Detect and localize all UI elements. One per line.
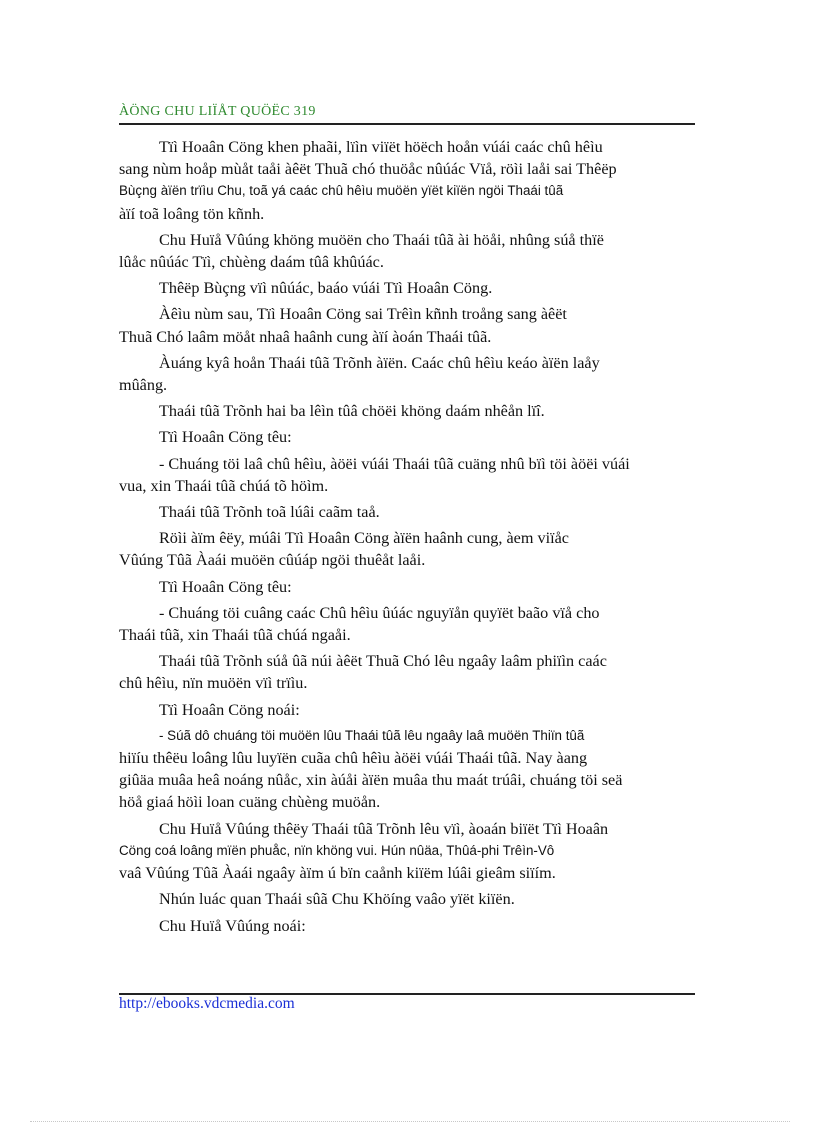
page-header: ÀÖNG CHU LIÏÅT QUÖËC 319 (119, 104, 316, 119)
text-line: Àêìu nùm sau, Tïì Hoaân Cöng sai Trêìn kñnh troång sang àêët (159, 305, 567, 324)
text-line: Thaái tûã, xin Thaái tûã chúá ngaåi. (119, 626, 351, 645)
text-line: Tïì Hoaân Cöng khen phaãi, lïìn viïët höëch hoån vúái caác chû hêìu (159, 138, 603, 156)
text-line: Cöng coá loâng mïën phuåc, nïn khöng vui. Hún nûäa, Thûá-phi Trêìn-Vô (119, 842, 555, 858)
text-line: Tïì Hoaân Cöng noái: (159, 700, 300, 719)
text-line: Thêëp Bùçng vïì nûúác, baáo vúái Tïì Hoaân Cöng. (159, 279, 493, 298)
text-line: sang nùm hoåp mùåt taåi àêët Thuã chó thuöåc nûúác Vïå, röìi laåi sai Thêëp (119, 160, 617, 179)
text-line: Nhún luác quan Thaái sûã Chu Khöíng vaâo yïët kiïën. (159, 890, 515, 909)
footer-url[interactable]: http://ebooks.vdcmedia.com (119, 995, 295, 1012)
text-line: höå giaá höìi loan cuäng chùèng muöån. (119, 793, 381, 812)
text-line: Thaái tûã Trõnh súå ûã núi àêët Thuã Chó lêu ngaây laâm phiïìn caác (159, 652, 607, 671)
text-line: Thaái tûã Trõnh toã lúâi caãm taå. (159, 503, 380, 522)
text-line: Röìi àïm êëy, múâi Tïì Hoaân Cöng àïën haânh cung, àem viïåc (159, 529, 569, 548)
text-line: - Chuáng töi cuâng caác Chû hêìu ûúác nguyïån quyïët baão vïå cho (159, 603, 600, 622)
text-line: - Súã dô chuáng töi muöën lûu Thaái tûã lêu ngaây laâ muöën Thiïn tûã (159, 727, 585, 743)
text-line: Àuáng kyâ hoån Thaái tûã Trõnh àïën. Caác chû hêìu keáo àïën laåy (159, 353, 600, 372)
page-edge-divider (30, 1121, 790, 1122)
text-line: àïí toã loâng tön kñnh. (119, 204, 265, 223)
text-line: Tïì Hoaân Cöng têu: (159, 577, 292, 596)
text-line: mûâng. (119, 376, 168, 395)
text-line: giûäa muâa heâ noáng nûåc, xin àúåi àïën muâa thu maát trúâi, chuáng töi seä (119, 771, 623, 790)
text-line: vaâ Vûúng Tûã Àaái ngaây àïm ú bïn caånh kiïëm lúâi gieâm siïím. (119, 864, 556, 883)
text-line: Tïì Hoaân Cöng têu: (159, 428, 292, 447)
text-line: hiïíu thêëu loâng lûu luyïën cuãa chû hêìu àöëi vúái Thaái tûã. Nay àang (119, 749, 588, 768)
text-line: chû hêìu, nïn muöën vïì trïìu. (119, 674, 308, 693)
text-line: Chu Huïå Vûúng khöng muöën cho Thaái tûã ài höåi, nhûng súå thïë (159, 230, 604, 249)
text-line: - Chuáng töi laâ chû hêìu, àöëi vúái Thaái tûã cuäng nhû bïì töi àöëi vúái (159, 454, 630, 473)
body-text (119, 136, 719, 937)
text-line: Chu Huïå Vûúng thêëy Thaái tûã Trõnh lêu vïì, àoaán biïët Tïì Hoaân (159, 819, 609, 838)
text-line: lûåc nûúác Tïì, chùèng daám tûâ khûúác. (119, 253, 384, 272)
header-rule (119, 123, 695, 125)
text-line: vua, xin Thaái tûã chúá tõ höìm. (119, 476, 329, 495)
text-line: Thaái tûã Trõnh hai ba lêìn tûâ chöëi khöng daám nhêån lïî. (159, 402, 545, 421)
text-line: Thuã Chó laâm möåt nhaâ haânh cung àïí àoán Thaái tûã. (119, 327, 492, 346)
text-line: Bùçng àïën trïìu Chu, toã yá caác chû hêìu muöën yïët kiïën ngöi Thaái tûã (119, 183, 564, 199)
text-line: Vûúng Tûã Àaái muöën cûúáp ngöi thuêåt laåi. (119, 551, 426, 570)
text-line: Chu Huïå Vûúng noái: (159, 916, 306, 935)
